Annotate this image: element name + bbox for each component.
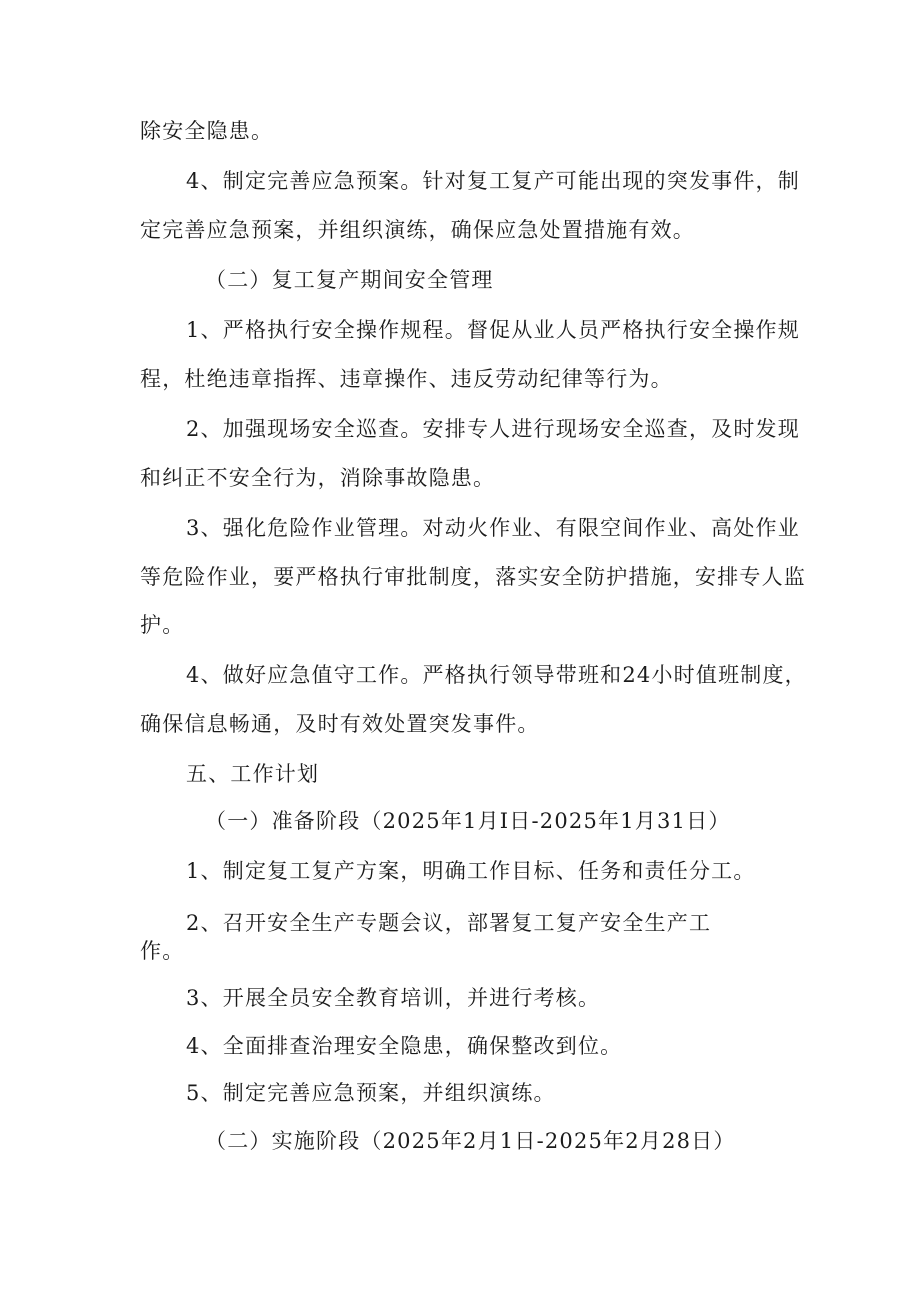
- text-line: 1、严格执行安全操作规程。督促从业人员严格执行安全操作规: [186, 318, 800, 342]
- text-line: 程，杜绝违章指挥、违章操作、违反劳动纪律等行为。: [140, 367, 673, 391]
- subsection-heading: （二）实施阶段（2025年2月1日-2025年2月28日）: [205, 1129, 736, 1153]
- text-line: 作。: [140, 939, 185, 963]
- text-line: 定完善应急预案，并组织演练，确保应急处置措施有效。: [140, 218, 695, 242]
- text-line: 等危险作业，要严格执行审批制度，落实安全防护措施，安排专人监: [140, 565, 806, 589]
- text-line: 4、全面排查治理安全隐患，确保整改到位。: [186, 1034, 623, 1058]
- section-heading: （二）复工复产期间安全管理: [205, 268, 494, 292]
- subsection-heading: （一）准备阶段（2025年1月I日-2025年1月31日）: [205, 809, 731, 833]
- text-line: 4、制定完善应急预案。针对复工复产可能出现的突发事件，制: [186, 169, 800, 193]
- text-line: 2、加强现场安全巡查。安排专人进行现场安全巡查，及时发现: [186, 417, 800, 441]
- text-line: 和纠正不安全行为，消除事故隐患。: [140, 466, 496, 490]
- section-heading: 五、工作计划: [186, 762, 320, 786]
- text-line: 2、召开安全生产专题会议，部署复工复产安全生产工: [186, 911, 712, 935]
- text-line: 3、开展全员安全教育培训，并进行考核。: [186, 986, 601, 1010]
- text-line: 除安全隐患。: [140, 119, 274, 143]
- text-line: 3、强化危险作业管理。对动火作业、有限空间作业、高处作业: [186, 516, 800, 540]
- text-line: 5、制定完善应急预案，并组织演练。: [186, 1081, 556, 1105]
- text-line: 确保信息畅通，及时有效处置突发事件。: [140, 712, 540, 736]
- text-line: 护。: [140, 613, 185, 637]
- text-line: 1、制定复工复产方案，明确工作目标、任务和责任分工。: [186, 859, 756, 883]
- text-line: 4、做好应急值守工作。严格执行领导带班和24小时值班制度，: [186, 663, 807, 687]
